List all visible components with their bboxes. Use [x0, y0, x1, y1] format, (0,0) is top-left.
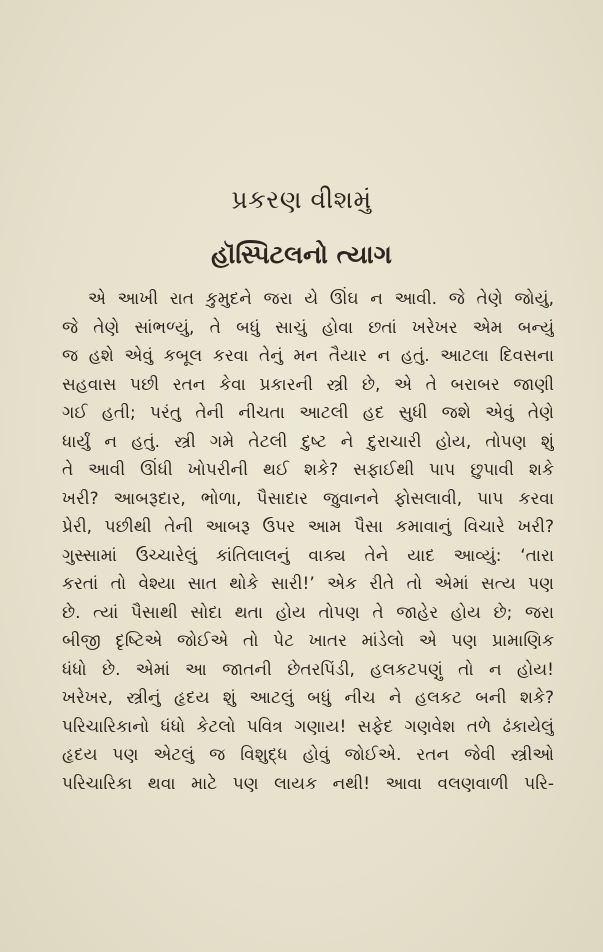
- text-line: પ્રેરી, પછીથી તેની આબરૂ ઉપર આમ પૈસા કમાવાનું વિચારે ખરી?: [62, 517, 554, 537]
- chapter-title: હૉસ્પિટલનો ત્યાગ: [211, 240, 392, 269]
- text-line: જે તેણે સાંભળ્યું, તે બધું સાચું હોવા છતાં ખરેખર એમ બન્યું: [62, 317, 554, 338]
- text-line: ખરી? આબરૂદાર, ભોળા, પૈસાદાર જુવાનને ફોસલાવી, પાપ કરવા: [62, 488, 554, 509]
- text-line: સહવાસ પછી રતન કેવા પ્રકારની સ્ત્રી છે, એ તે બરાબર જાણી: [62, 374, 554, 395]
- text-line: છે. ત્યાં પૈસાથી સોદા થતા હોય તોપણ તે જાહેર હોય છે; જરા: [62, 602, 554, 623]
- text-line: એ આખી રાત કુમુદને જરા યે ઊંઘ ન આવી. જે તેણે જોયું,: [88, 289, 554, 309]
- text-line: કરતાં તો વેશ્યા સાત થોકે સારી!’ એક રીતે તો એમાં સત્ય પણ: [62, 574, 554, 594]
- chapter-number: પ્રકરણ વીશમું: [231, 185, 372, 214]
- text-line: ગુસ્સામાં ઉચ્ચારેલું કાંતિલાલનું વાક્ય તેને યાદ આવ્યું: ‘તારા: [62, 545, 554, 566]
- text-line: તે આવી ઊંધી ખોપરીની થઈ શકે? સફાઈથી પાપ છુપાવી શકે: [62, 460, 554, 480]
- text-line: ગઈ હતી; પરંતુ તેની નીચતા આટલી હદ સુધી જશે એવું તેણે: [62, 403, 554, 423]
- text-line: હૃદય પણ એટલું જ વિશુદ્ધ હોવું જોઈએ. રતન જેવી સ્ત્રીઓ: [62, 745, 554, 765]
- text-line: ખરેખર, સ્ત્રીનું હૃદય શું આટલું બધું નીચ ને હલકટ બની શકે?: [62, 688, 554, 708]
- text-line: ધાર્યું ન હતું. સ્ત્રી ગમે તેટલી દુષ્ટ ને દુરાચારી હોય, તોપણ શું: [62, 431, 554, 452]
- text-line: પરિચારિકાનો ધંધો કેટલો પવિત્ર ગણાય! સફેદ ગણવેશ તળે ઢંકાયેલું: [62, 716, 554, 737]
- body-paragraph: [62, 285, 554, 798]
- text-line: બીજી દૃષ્ટિએ જોઈએ તો પેટ ખાતર માંડેલો એ પણ પ્રામાણિક: [62, 631, 554, 651]
- text-line: જ હશે એવું કબૂલ કરવા તેનું મન તૈયાર ન હતું. આટલા દિવસના: [62, 346, 554, 366]
- text-line: પરિચારિકા થવા માટે પણ લાયક નથી! આવા વલણવાળી પરિ-: [62, 773, 554, 794]
- text-line: ધંધો છે. એમાં આ જાતની છેતરપિંડી, હલકટપણું તો ન હોય!: [62, 659, 554, 680]
